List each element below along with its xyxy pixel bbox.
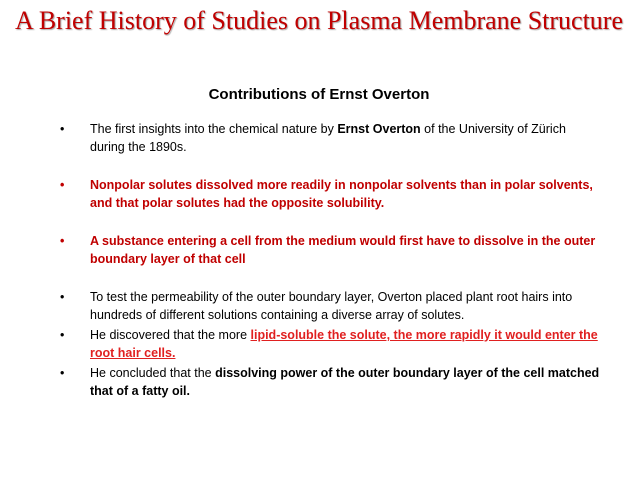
slide-subtitle: Contributions of Ernst Overton	[208, 86, 430, 103]
bullet-1-text-post: of the University of Zürich during the 1890s.	[90, 122, 566, 154]
bullet-3-text: A substance entering a cell from the medium would first have to dissolve in the outer boundary layer of that cell	[90, 234, 596, 266]
bullet-6-bold: dissolving power of the outer boundary layer of the cell matched that of a fatty oil.	[90, 366, 600, 398]
slide-title: A Brief History of Studies on Plasma Membrane Structure	[14, 6, 624, 35]
bullet-item-6	[60, 364, 600, 400]
bullet-item-2	[60, 176, 600, 212]
bullet-marker: •	[60, 122, 65, 136]
bullet-item-4	[60, 288, 600, 324]
bullet-item-3	[60, 232, 600, 268]
bullet-item-5	[60, 326, 600, 362]
bullet-5-highlight: lipid-soluble the solute, the more rapidly it would enter the root hair cells.	[90, 328, 598, 360]
bullet-marker: •	[60, 178, 65, 192]
bullet-marker: •	[60, 290, 65, 304]
bullet-list	[60, 120, 600, 400]
bullet-6-text-pre: He concluded that the	[90, 366, 216, 380]
bullet-1-name: Ernst Overton	[337, 122, 421, 136]
bullet-marker: •	[60, 234, 65, 248]
bullet-marker: •	[60, 328, 65, 342]
bullet-1-text-pre: The first insights into the chemical nature by	[90, 122, 338, 136]
bullet-item-1	[60, 120, 600, 156]
bullet-4-text: To test the permeability of the outer boundary layer, Overton placed plant root hairs into hundreds of different solutions containing a diverse array of solutes.	[90, 290, 573, 322]
bullet-2-text: Nonpolar solutes dissolved more readily in nonpolar solvents than in polar solvents, and that polar solutes had the opposite solubility.	[90, 178, 593, 210]
bullet-5-text-pre: He discovered that the more	[90, 328, 251, 342]
bullet-marker: •	[60, 366, 65, 380]
